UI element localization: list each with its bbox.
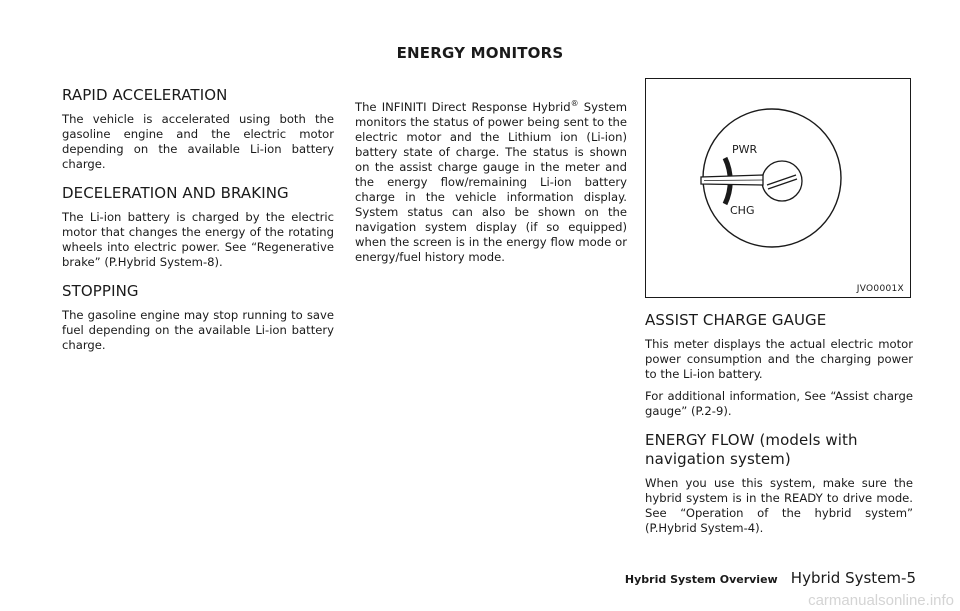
section-energy-flow <box>645 431 913 536</box>
text-assist-gauge-1: This meter displays the actual electric motor power consumption and the charging power to the Li-ion battery. <box>645 337 913 381</box>
trademark-symbol: ® <box>570 99 579 109</box>
gauge-label-pwr: PWR <box>732 143 758 156</box>
page-header: ENERGY MONITORS <box>396 44 564 62</box>
page-footer <box>625 568 916 587</box>
gauge-needle-line <box>704 180 763 181</box>
figure-id: JVO0001X <box>856 284 904 294</box>
section-rapid-acceleration <box>62 86 334 172</box>
gauge-figure <box>645 78 911 298</box>
text-deceleration: The Li-ion battery is charged by the electric motor that changes the energy of the rotating wheels into electric power. See “Regenerative brake” (P.Hybrid System-8). <box>62 210 334 269</box>
footer-section: Hybrid System Overview <box>624 573 778 586</box>
column-left <box>62 84 334 365</box>
text-rapid-acceleration: The vehicle is accelerated using both the gasoline engine and the electric motor depending on the available Li-ion battery charge. <box>62 112 334 171</box>
intro-body: System monitors the status of power being sent to the electric motor and the Lithium ion (Li-ion) battery state of charge. The status is shown on the assist charge gauge in the meter and the energy flow/remaining Li-ion battery charge in the vehicle information display. System status can also be shown on the navigation system display (if so equipped) when the screen is in the energy flow mode or energy/fuel history mode. <box>355 100 627 264</box>
section-stopping <box>62 282 334 353</box>
gauge-illustration <box>646 79 912 299</box>
column-middle <box>355 100 627 272</box>
section-assist-gauge <box>645 311 913 419</box>
gauge-label-chg: CHG <box>730 204 755 217</box>
heading-stopping: STOPPING <box>62 282 139 300</box>
heading-deceleration: DECELERATION AND BRAKING <box>62 184 289 202</box>
text-intro <box>355 100 627 265</box>
intro-lead: The INFINITI Direct Response Hybrid <box>355 100 571 114</box>
heading-rapid-acceleration: RAPID ACCELERATION <box>62 86 228 104</box>
heading-assist-gauge: ASSIST CHARGE GAUGE <box>645 311 827 329</box>
heading-energy-flow: ENERGY FLOW (models with navigation system) <box>645 431 858 468</box>
watermark: carmanualsonline.info <box>808 592 954 609</box>
column-right <box>645 78 913 548</box>
text-energy-flow: When you use this system, make sure the hybrid system is in the READY to drive mode. See “Operation of the hybrid system” (P.Hybrid System-4). <box>645 476 913 535</box>
gauge-hub <box>762 161 802 201</box>
text-stopping: The gasoline engine may stop running to save fuel depending on the available Li-ion battery charge. <box>62 308 334 352</box>
text-assist-gauge-2: For additional information, See “Assist charge gauge” (P.2-9). <box>645 389 913 418</box>
section-deceleration <box>62 184 334 270</box>
footer-page-number: Hybrid System-5 <box>790 569 916 587</box>
